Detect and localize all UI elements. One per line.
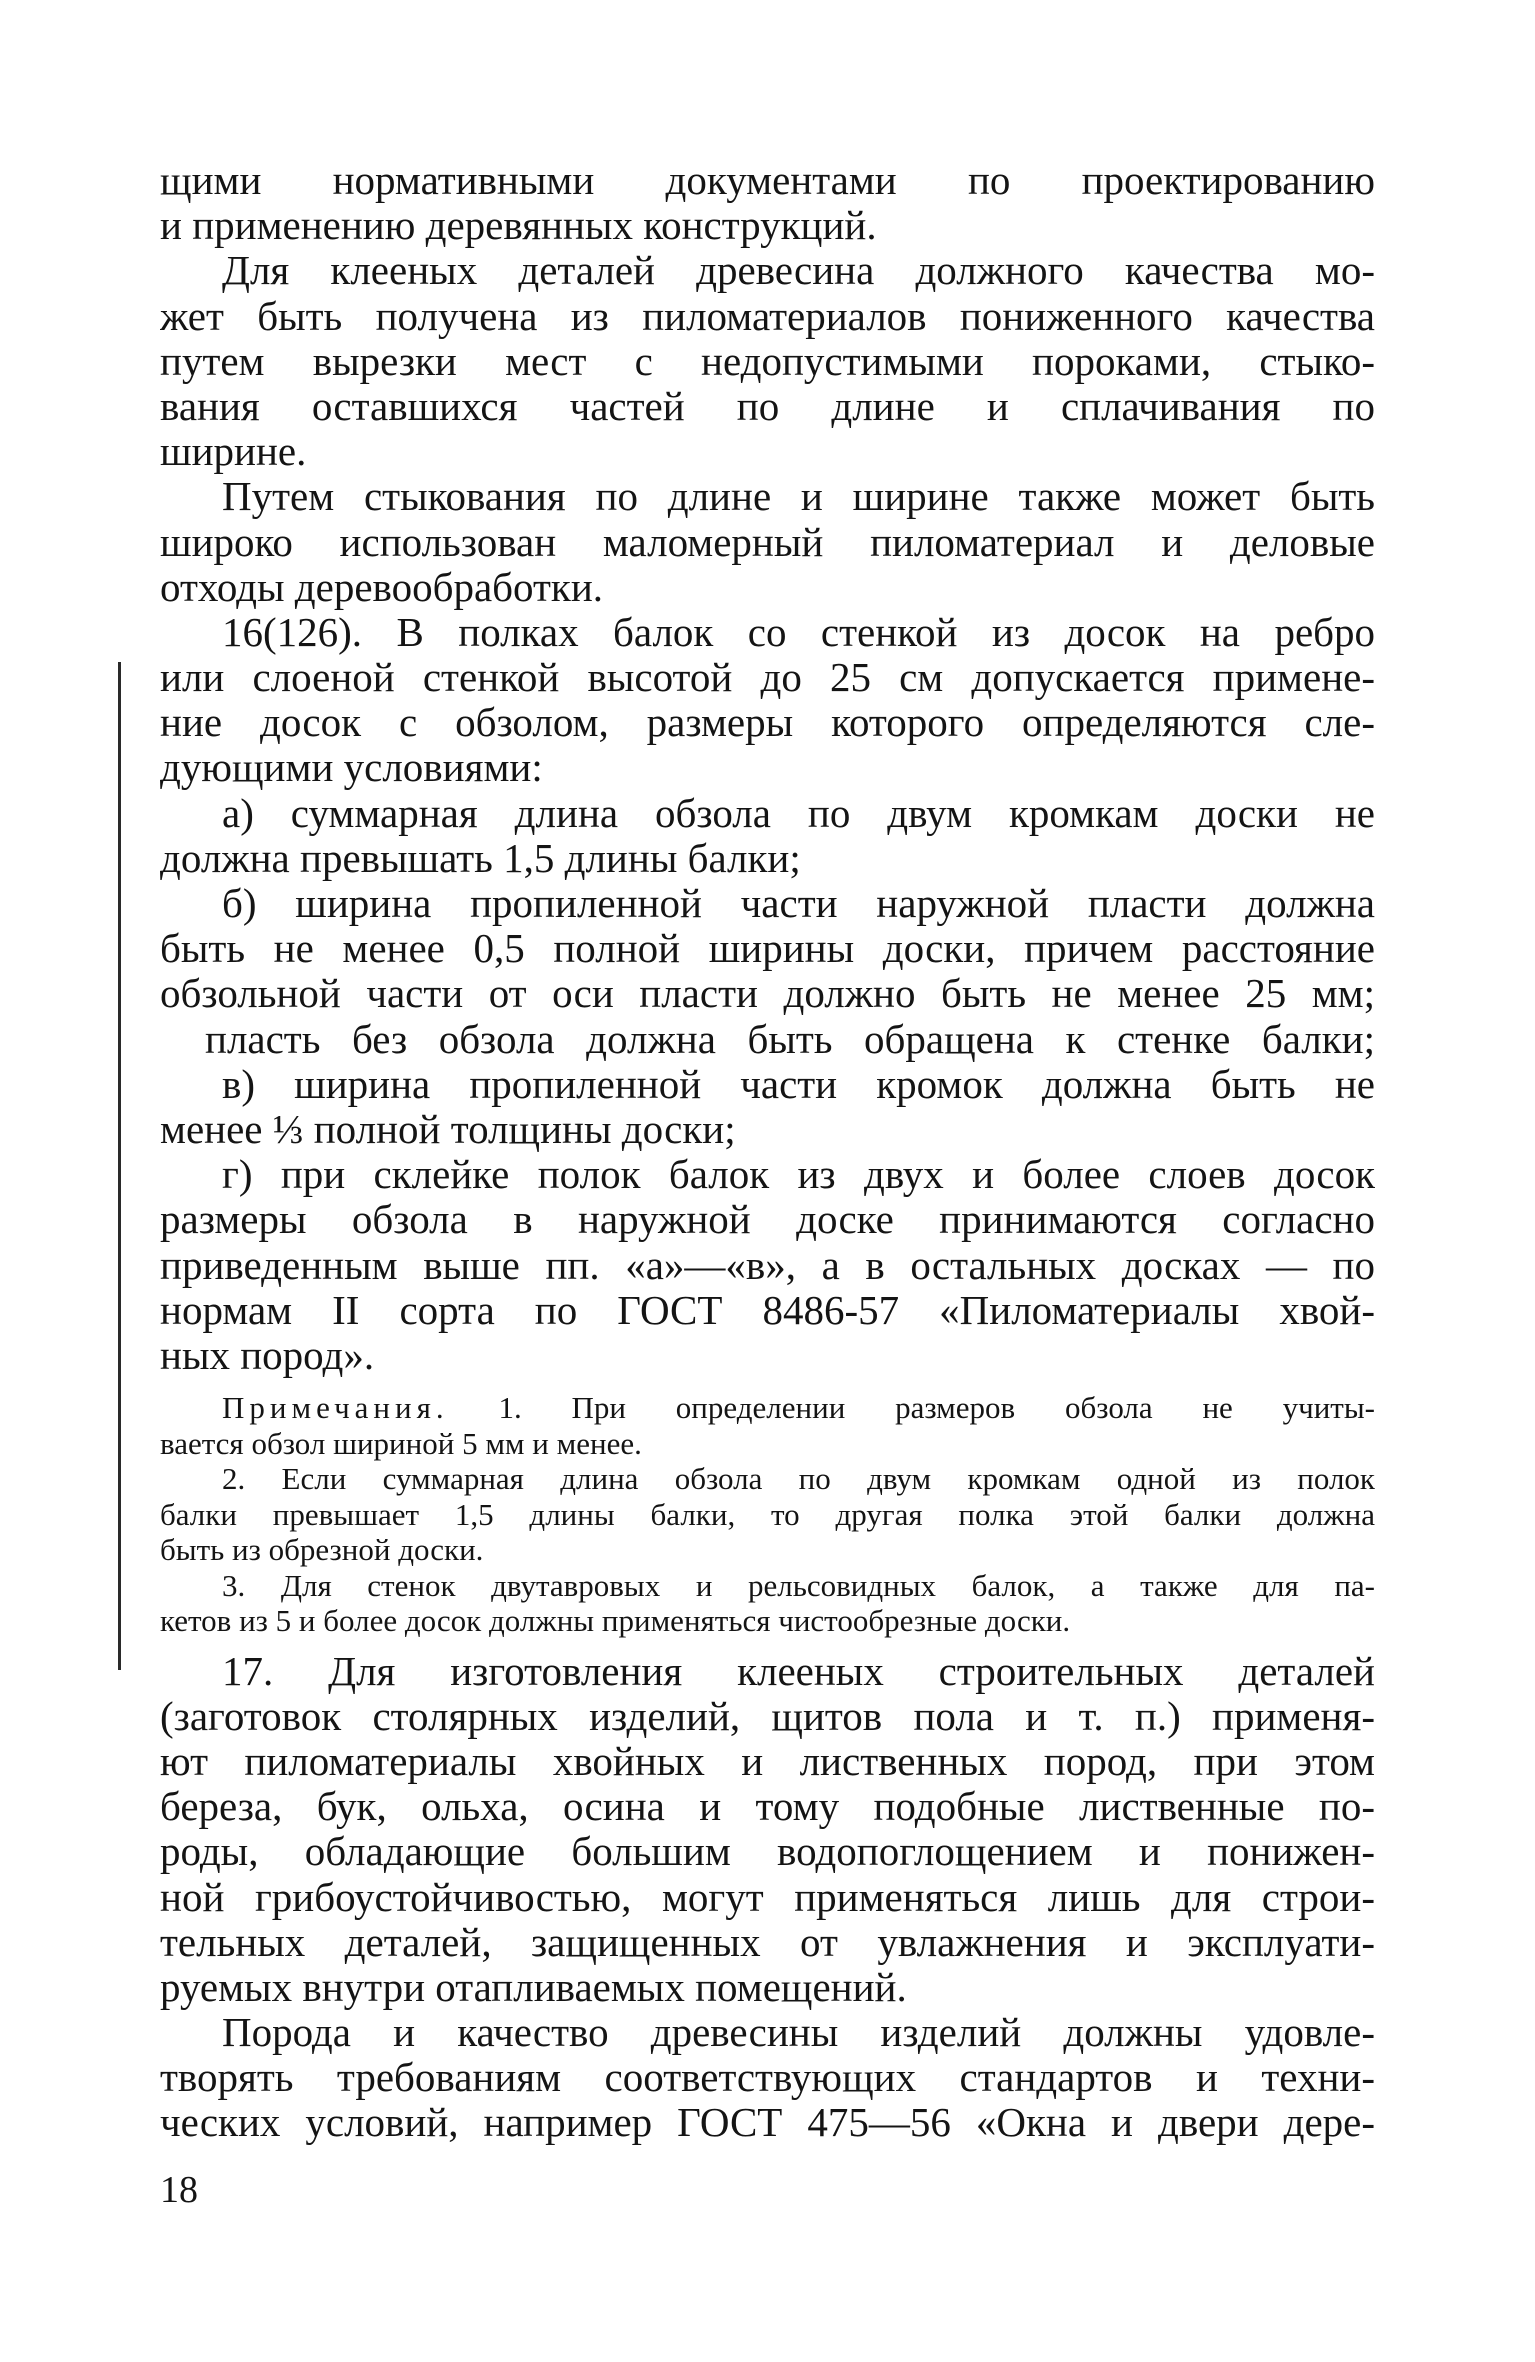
text-line: нормам II сорта по ГОСТ 8486-57 «Пиломатериалы хвой- <box>160 1287 1375 1333</box>
paragraph-intro <box>160 158 1375 248</box>
text-line: (заготовок столярных изделий, щитов пола и т. п.) применя- <box>160 1693 1375 1739</box>
text-line: Для клееных деталей древесина должного качества мо- <box>222 248 1375 294</box>
paragraph-17 <box>160 1649 1375 2011</box>
page-body <box>160 158 1375 2146</box>
note-line: быть из обрезной доски. <box>160 1532 484 1568</box>
text-line: пласть без обзола должна быть обращена к стенке балки; <box>205 1016 1375 1062</box>
text-line: дующими условиями: <box>160 745 543 791</box>
text-line: б) ширина пропиленной части наружной пласти должна <box>222 881 1375 926</box>
text-line: приведенным выше пп. «а»—«в», а в остальных досках — по <box>160 1242 1375 1288</box>
text-line: должна превышать 1,5 длины балки; <box>160 835 801 881</box>
text-line: береза, бук, ольха, осина и тому подобные лиственные по- <box>160 1784 1375 1830</box>
list-item-b <box>160 881 1375 1062</box>
note-1-text: 1. При определении размеров обзола не учиты- <box>498 1390 1375 1426</box>
text-line: г) при склейке полок балок из двух и более слоев досок <box>222 1152 1375 1198</box>
list-item-v <box>160 1062 1375 1152</box>
text-line: ных пород». <box>160 1332 375 1378</box>
text-line: широко использован маломерный пиломатериал и деловые <box>160 519 1375 565</box>
paragraph-16 <box>160 610 1375 791</box>
text-line: отходы деревообработки. <box>160 564 604 610</box>
note-line: кетов из 5 и более досок должны применяться чистообрезные доски. <box>160 1603 1071 1639</box>
note-line <box>160 1390 1375 1426</box>
text-line: 16(126). В полках балок со стенкой из досок на ребро <box>222 609 1375 655</box>
note-line: вается обзол шириной 5 мм и менее. <box>160 1425 642 1461</box>
text-line: 17. Для изготовления клееных строительных деталей <box>222 1648 1375 1694</box>
text-line: ческих условий, например ГОСТ 475—56 «Окна и двери дере- <box>160 2100 1375 2146</box>
note-line: балки превышает 1,5 длины балки, то другая полка этой балки должна <box>160 1496 1375 1532</box>
page-number: 18 <box>160 2169 198 2211</box>
text-line: Путем стыкования по длине и ширине также может быть <box>222 474 1375 520</box>
text-line: и применению деревянных конструкций. <box>160 203 877 249</box>
text-line: роды, обладающие большим водопоглощением и понижен- <box>160 1829 1375 1875</box>
text-line: обзольной части от оси пласти должно быть не менее 25 мм; <box>160 971 1375 1017</box>
text-line: вания оставшихся частей по длине и сплачивания по <box>160 383 1375 429</box>
text-line: тельных деталей, защищенных от увлажнения и эксплуати- <box>160 1919 1375 1965</box>
text-line: творять требованиям соответствующих стандартов и техни- <box>160 2055 1375 2101</box>
text-line: в) ширина пропиленной части кромок должна быть не <box>222 1061 1375 1107</box>
text-line: руемых внутри отапливаемых помещений. <box>160 1964 907 2010</box>
text-line: размеры обзола в наружной доске принимаются согласно <box>160 1197 1375 1243</box>
text-line: а) суммарная длина обзола по двум кромкам доски не <box>222 790 1375 836</box>
paragraph-joining <box>160 474 1375 610</box>
text-line: ние досок с обзолом, размеры которого определяются сле- <box>160 700 1375 746</box>
text-line: щими нормативными документами по проектированию <box>160 158 1375 203</box>
list-item-g <box>160 1152 1375 1378</box>
text-line: менее ⅓ полной толщины доски; <box>160 1106 736 1152</box>
paragraph-species <box>160 2010 1375 2146</box>
text-line: ют пиломатериалы хвойных и лиственных пород, при этом <box>160 1738 1375 1784</box>
text-line: быть не менее 0,5 полной ширины доски, причем расстояние <box>160 926 1375 972</box>
paragraph-glued-parts <box>160 248 1375 474</box>
text-line: Порода и качество древесины изделий должны удовле- <box>222 2010 1375 2056</box>
text-line: жет быть получена из пиломатериалов пониженного качества <box>160 293 1375 339</box>
text-line: ширине. <box>160 429 307 475</box>
text-line: путем вырезки мест с недопустимыми пороками, стыко- <box>160 338 1375 384</box>
text-line: ной грибоустойчивостью, могут применяться лишь для строи- <box>160 1874 1375 1920</box>
note-line: 3. Для стенок двутавровых и рельсовидных балок, а также для па- <box>222 1567 1375 1603</box>
note-line: 2. Если суммарная длина обзола по двум кромкам одной из полок <box>222 1461 1375 1497</box>
margin-change-bar <box>118 662 121 1670</box>
notes-block <box>160 1378 1375 1649</box>
text-line: или слоеной стенкой высотой до 25 см допускается примене- <box>160 655 1375 701</box>
notes-heading: Примечания. <box>222 1390 449 1426</box>
list-item-a <box>160 791 1375 881</box>
